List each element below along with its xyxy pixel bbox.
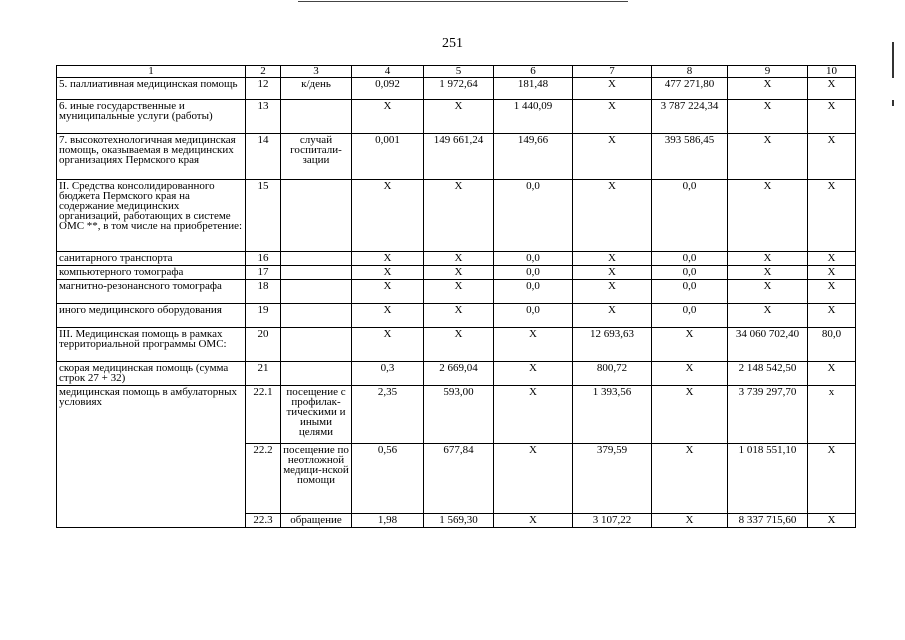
table-cell: 149,66 bbox=[494, 134, 573, 180]
table-cell: X bbox=[728, 280, 808, 304]
table-cell: 15 bbox=[246, 180, 281, 252]
table-cell: к/день bbox=[281, 78, 352, 100]
table-cell: X bbox=[808, 78, 856, 100]
table-cell: посещение по неотложной медици-нской помощи bbox=[281, 444, 352, 514]
header-cell: 6 bbox=[494, 66, 573, 78]
table-cell: 14 bbox=[246, 134, 281, 180]
table-cell: посещение с профилак-тическими и иными целями bbox=[281, 386, 352, 444]
table-body bbox=[57, 66, 856, 528]
table-cell: 0,0 bbox=[652, 180, 728, 252]
table-cell: X bbox=[808, 134, 856, 180]
table-cell: 1 018 551,10 bbox=[728, 444, 808, 514]
table-cell: X bbox=[424, 328, 494, 362]
table-cell: X bbox=[573, 252, 652, 266]
row-label: компьютерного томографа bbox=[57, 266, 246, 280]
header-cell: 7 bbox=[573, 66, 652, 78]
table-cell bbox=[281, 362, 352, 386]
table-cell: X bbox=[728, 252, 808, 266]
table-cell: 593,00 bbox=[424, 386, 494, 444]
table-cell: X bbox=[424, 252, 494, 266]
table-cell: 1 972,64 bbox=[424, 78, 494, 100]
table-cell: X bbox=[728, 78, 808, 100]
table-cell bbox=[281, 280, 352, 304]
table-cell: 0,0 bbox=[652, 280, 728, 304]
table-cell: 0,56 bbox=[352, 444, 424, 514]
header-cell: 3 bbox=[281, 66, 352, 78]
table-cell: X bbox=[494, 328, 573, 362]
header-cell: 5 bbox=[424, 66, 494, 78]
table-cell: 0,0 bbox=[652, 304, 728, 328]
row-label: 6. иные государственные и муниципальные услуги (работы) bbox=[57, 100, 246, 134]
table-cell: X bbox=[352, 328, 424, 362]
table-cell: 0,0 bbox=[494, 304, 573, 328]
table-cell: 3 739 297,70 bbox=[728, 386, 808, 444]
table-cell: 2,35 bbox=[352, 386, 424, 444]
table-cell: 181,48 bbox=[494, 78, 573, 100]
row-label: санитарного транспорта bbox=[57, 252, 246, 266]
row-label: иного медицинского оборудования bbox=[57, 304, 246, 328]
table-cell: 12 693,63 bbox=[573, 328, 652, 362]
table-cell: X bbox=[494, 386, 573, 444]
table-cell: X bbox=[424, 280, 494, 304]
table-row bbox=[57, 100, 856, 134]
table-cell bbox=[281, 180, 352, 252]
table-cell: X bbox=[652, 444, 728, 514]
table-cell: 34 060 702,40 bbox=[728, 328, 808, 362]
edge-mark bbox=[892, 42, 894, 78]
table-cell: 0,0 bbox=[652, 252, 728, 266]
table-row bbox=[57, 362, 856, 386]
table-cell: 21 bbox=[246, 362, 281, 386]
table-cell: 80,0 bbox=[808, 328, 856, 362]
table-cell: 22.2 bbox=[246, 444, 281, 514]
table-cell: X bbox=[652, 362, 728, 386]
table-cell: X bbox=[352, 304, 424, 328]
table-cell: 0,3 bbox=[352, 362, 424, 386]
table-cell: 18 bbox=[246, 280, 281, 304]
table-cell bbox=[281, 252, 352, 266]
table-cell: 0,0 bbox=[494, 180, 573, 252]
row-label: медицинская помощь в амбулаторных условиях bbox=[57, 386, 246, 528]
table-cell: X bbox=[728, 266, 808, 280]
header-cell: 1 bbox=[57, 66, 246, 78]
table-cell: X bbox=[728, 304, 808, 328]
table-row bbox=[57, 266, 856, 280]
table-cell: 1 393,56 bbox=[573, 386, 652, 444]
table-cell: X bbox=[494, 514, 573, 528]
table-cell: X bbox=[808, 266, 856, 280]
table-cell: X bbox=[808, 514, 856, 528]
table-cell: 12 bbox=[246, 78, 281, 100]
table-cell: X bbox=[808, 280, 856, 304]
table-cell: 17 bbox=[246, 266, 281, 280]
header-cell: 9 bbox=[728, 66, 808, 78]
table-cell: X bbox=[573, 304, 652, 328]
table-cell: 22.3 bbox=[246, 514, 281, 528]
table-cell: X bbox=[494, 444, 573, 514]
table-cell bbox=[281, 328, 352, 362]
table-cell: X bbox=[808, 444, 856, 514]
table-cell: 800,72 bbox=[573, 362, 652, 386]
table-cell: 0,0 bbox=[652, 266, 728, 280]
table-cell: X bbox=[728, 100, 808, 134]
table-cell: x bbox=[808, 386, 856, 444]
table-cell: X bbox=[652, 514, 728, 528]
table-cell: X bbox=[352, 180, 424, 252]
table-row bbox=[57, 78, 856, 100]
table-cell: 0,0 bbox=[494, 280, 573, 304]
table-cell: 0,0 bbox=[494, 266, 573, 280]
table-cell: 2 148 542,50 bbox=[728, 362, 808, 386]
table-cell bbox=[281, 100, 352, 134]
row-label: II. Средства консолидированного бюджета Пермского края на содержание медицинских организаций, работающих в системе ОМС **, в том числе на приобретение: bbox=[57, 180, 246, 252]
header-cell: 2 bbox=[246, 66, 281, 78]
table-cell: X bbox=[573, 100, 652, 134]
table-cell: X bbox=[352, 266, 424, 280]
table-cell: 3 107,22 bbox=[573, 514, 652, 528]
table-cell: 20 bbox=[246, 328, 281, 362]
table-cell: X bbox=[424, 266, 494, 280]
header-cell: 8 bbox=[652, 66, 728, 78]
table-cell: 8 337 715,60 bbox=[728, 514, 808, 528]
table-row bbox=[57, 386, 856, 444]
table-cell: X bbox=[808, 304, 856, 328]
table-cell: X bbox=[573, 180, 652, 252]
table-cell bbox=[281, 266, 352, 280]
table-row bbox=[57, 328, 856, 362]
table-cell: X bbox=[728, 134, 808, 180]
table-cell: 3 787 224,34 bbox=[652, 100, 728, 134]
table-cell: обращение bbox=[281, 514, 352, 528]
edge-mark bbox=[892, 100, 894, 106]
table-cell: 379,59 bbox=[573, 444, 652, 514]
table-row bbox=[57, 134, 856, 180]
data-table bbox=[56, 65, 856, 528]
header-cell: 10 bbox=[808, 66, 856, 78]
table-cell: X bbox=[424, 304, 494, 328]
table-cell: 1,98 bbox=[352, 514, 424, 528]
table-cell: X bbox=[808, 180, 856, 252]
table-cell: 19 bbox=[246, 304, 281, 328]
table-cell: 2 669,04 bbox=[424, 362, 494, 386]
row-label: III. Медицинская помощь в рамках территориальной программы ОМС: bbox=[57, 328, 246, 362]
table-row bbox=[57, 180, 856, 252]
table-cell: 0,001 bbox=[352, 134, 424, 180]
table-cell: X bbox=[808, 362, 856, 386]
table-cell: 0,0 bbox=[494, 252, 573, 266]
table-cell: X bbox=[652, 386, 728, 444]
table-cell: X bbox=[424, 180, 494, 252]
table-cell: X bbox=[573, 134, 652, 180]
table-cell: X bbox=[352, 280, 424, 304]
table-cell: 477 271,80 bbox=[652, 78, 728, 100]
table-cell: X bbox=[652, 328, 728, 362]
table-cell: 1 440,09 bbox=[494, 100, 573, 134]
row-label: 7. высокотехнологичная медицинская помощь, оказываемая в медицинских организациях Пермского края bbox=[57, 134, 246, 180]
table-cell: 149 661,24 bbox=[424, 134, 494, 180]
table-cell: 16 bbox=[246, 252, 281, 266]
table-cell: X bbox=[352, 100, 424, 134]
top-rule bbox=[298, 1, 628, 2]
table-cell: X bbox=[573, 280, 652, 304]
table-cell: X bbox=[573, 266, 652, 280]
table-cell: 22.1 bbox=[246, 386, 281, 444]
table-cell: 13 bbox=[246, 100, 281, 134]
table-cell: X bbox=[808, 252, 856, 266]
table-cell: 393 586,45 bbox=[652, 134, 728, 180]
table-cell: X bbox=[808, 100, 856, 134]
table-cell: X bbox=[728, 180, 808, 252]
table-row bbox=[57, 280, 856, 304]
table-cell: случай госпитали-зации bbox=[281, 134, 352, 180]
table-cell: 677,84 bbox=[424, 444, 494, 514]
row-label: 5. паллиативная медицинская помощь bbox=[57, 78, 246, 100]
table-row bbox=[57, 252, 856, 266]
table-cell: X bbox=[573, 78, 652, 100]
table-cell: X bbox=[352, 252, 424, 266]
page-number: 251 bbox=[442, 36, 463, 51]
table-row bbox=[57, 304, 856, 328]
table-cell: X bbox=[424, 100, 494, 134]
row-label: скорая медицинская помощь (сумма строк 27 + 32) bbox=[57, 362, 246, 386]
table-cell bbox=[281, 304, 352, 328]
table-cell: X bbox=[494, 362, 573, 386]
table-cell: 0,092 bbox=[352, 78, 424, 100]
row-label: магнитно-резонансного томографа bbox=[57, 280, 246, 304]
header-row bbox=[57, 66, 856, 78]
header-cell: 4 bbox=[352, 66, 424, 78]
table-cell: 1 569,30 bbox=[424, 514, 494, 528]
